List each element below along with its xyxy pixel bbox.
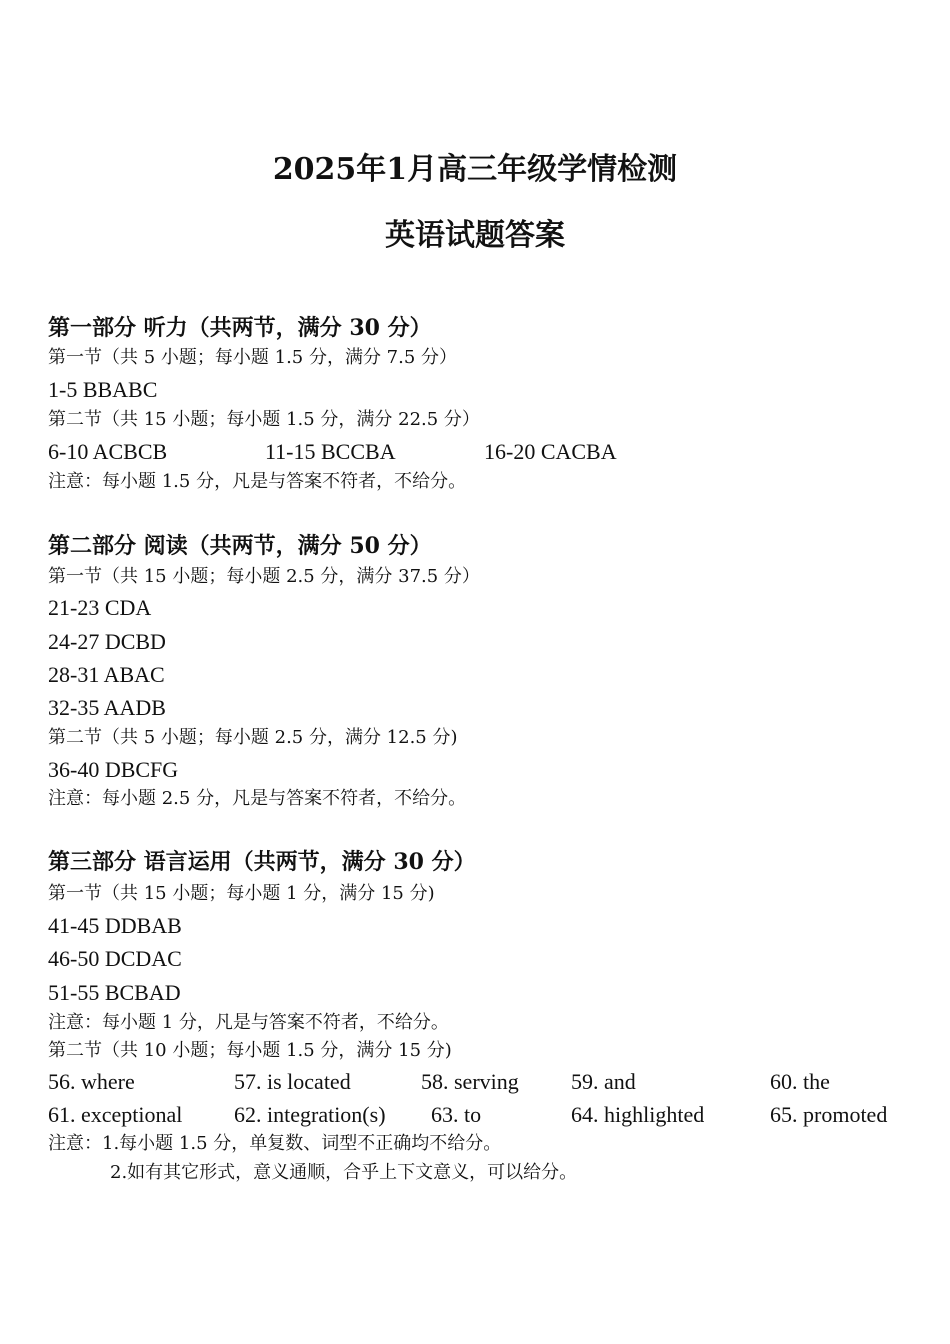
part2-section1-title: 第一节（共 15 小题；每小题 2.5 分，满分 37.5 分） [48,566,480,587]
part2-answers-32-35: 32-35 AADB [48,695,166,720]
answer-58: 58. serving [421,1069,519,1094]
part2-section2-title: 第二节（共 5 小题；每小题 2.5 分，满分 12.5 分) [48,727,458,748]
part3-section2-title: 第二节（共 10 小题；每小题 1.5 分，满分 15 分) [48,1040,452,1061]
part3-heading: 第三部分 语言运用（共两节，满分 30 分） [48,849,476,875]
part3-section1-title: 第一节（共 15 小题；每小题 1 分，满分 15 分) [48,883,435,904]
part3-answers-41-45: 41-45 DDBAB [48,913,182,938]
answer-59: 59. and [571,1069,636,1094]
part2-answers-28-31: 28-31 ABAC [48,662,165,687]
part1-section1-title: 第一节（共 5 小题；每小题 1.5 分，满分 7.5 分） [48,347,458,368]
part3-answers-46-50: 46-50 DCDAC [48,946,182,971]
part1-section2-title: 第二节（共 15 小题；每小题 1.5 分，满分 22.5 分） [48,409,480,430]
part2-answers-24-27: 24-27 DCBD [48,629,166,654]
part1-heading: 第一部分 听力（共两节，满分 30 分） [48,315,432,341]
part1-answers-1-5: 1-5 BBABC [48,377,158,402]
answer-61: 61. exceptional [48,1102,183,1127]
answer-57: 57. is located [234,1069,351,1094]
answer-60: 60. the [770,1069,830,1094]
part3-note1: 注意：每小题 1 分，凡是与答案不符者，不给分。 [48,1012,449,1033]
answer-65: 65. promoted [770,1102,888,1127]
part3-answers-51-55: 51-55 BCBAD [48,980,181,1005]
part2-note: 注意：每小题 2.5 分，凡是与答案不符者，不给分。 [48,788,467,809]
answer-63: 63. to [431,1102,482,1127]
part1-note: 注意：每小题 1.5 分，凡是与答案不符者，不给分。 [48,471,467,492]
part3-note2-line2: 2.如有其它形式，意义通顺，合乎上下文意义，可以给分。 [110,1162,578,1183]
part1-answers-6-10: 6-10 ACBCB [48,439,168,464]
part2-answers-21-23: 21-23 CDA [48,595,152,620]
part1-answers-11-15: 11-15 BCCBA [265,439,396,464]
answer-62: 62. integration(s) [234,1102,386,1127]
answer-64: 64. highlighted [571,1102,705,1127]
page-title: 2025年1月高三年级学情检测 [272,152,678,187]
part3-note2-line1: 注意：1.每小题 1.5 分，单复数、词型不正确均不给分。 [48,1133,502,1154]
answer-56: 56. where [48,1069,135,1094]
part1-answers-16-20: 16-20 CACBA [484,439,617,464]
part2-answers-36-40: 36-40 DBCFG [48,757,179,782]
part2-heading: 第二部分 阅读（共两节，满分 50 分） [48,533,432,559]
page-subtitle: 英语试题答案 [385,218,565,253]
